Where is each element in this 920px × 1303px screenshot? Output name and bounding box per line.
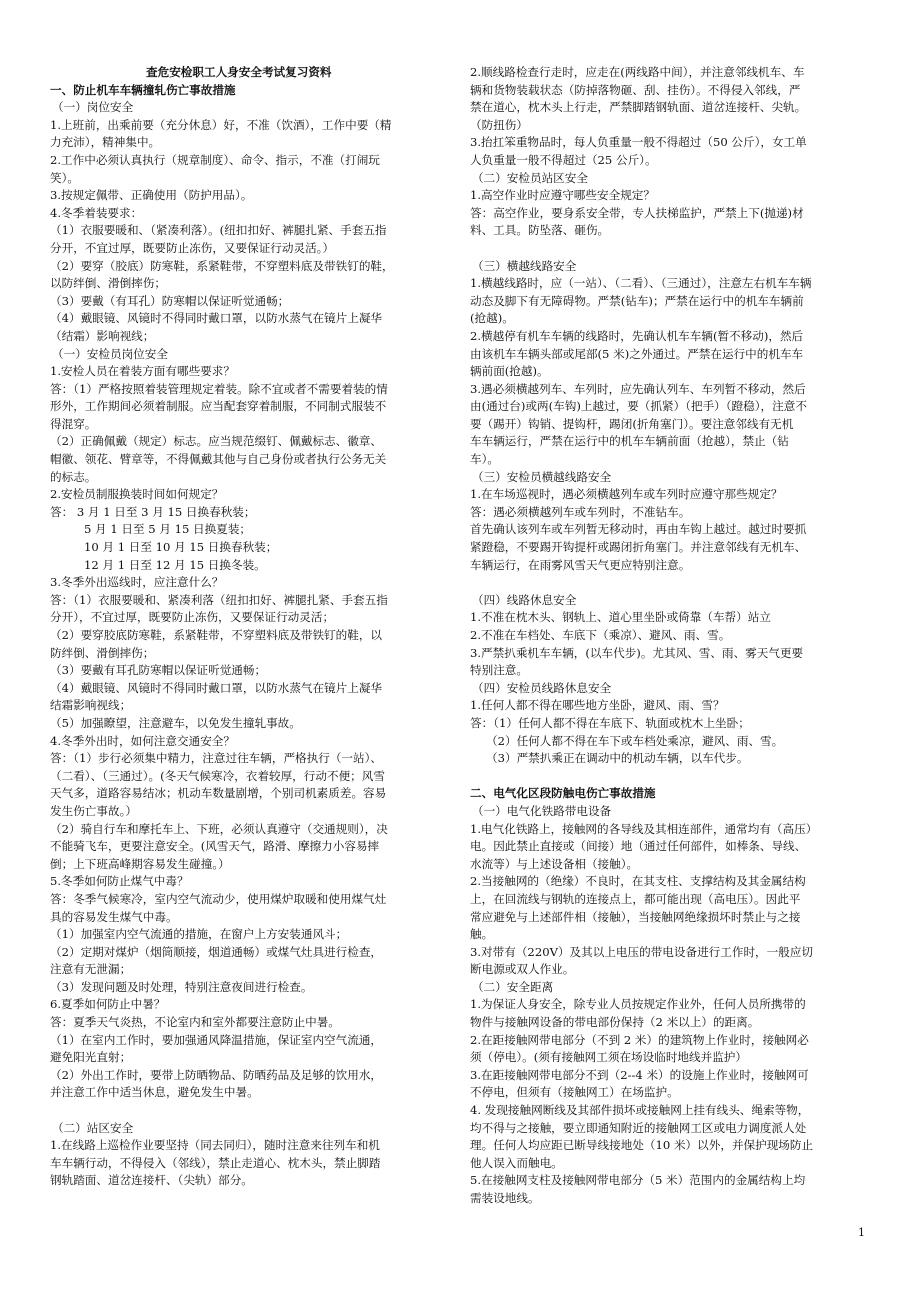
blank-line (470, 768, 872, 786)
text-line: 禁在道心，枕木头上行走，严禁脚踏钢轨面、道岔连接杆、尖轨。 (470, 100, 807, 115)
text-line: 答：（1）严格按照着装管理规定着装。除不宜或者不需要着装的情 (50, 381, 388, 396)
text-line: 断电源或双人作业。 (470, 962, 575, 977)
text-line: 答：高空作业，要身系安全带，专人扶梯监护，严禁上下(抛递)材 (470, 205, 804, 220)
text-line: 答：夏季天气炎热，不论室内和室外都要注意防止中暑。 (50, 1015, 340, 1030)
text-line: 辆前面(抢越)。 (470, 364, 549, 379)
text-line: 3.抬扛笨重物品时，每人负重量一般不得超过（50 公斤），女工单 (470, 135, 807, 150)
text-line: 上，在回流线与钢轨的连接点上，都可能出现（高电压）。因此平 (470, 891, 801, 906)
text-line: 3.按规定佩带、正确使用（防护用品）。 (50, 188, 253, 203)
text-line: 力充沛），精神集中。 (50, 135, 161, 150)
text-line: 12 月 1 日至 12 月 15 日换冬装。 (84, 557, 266, 572)
text-line: 1.在车场巡视时，遇必须横越列车或车列时应遵守那些规定？ (470, 487, 783, 502)
text-line: （3）发现问题及时处理，特别注意夜间进行检查。 (50, 979, 313, 994)
text-line: 特别注意。 (470, 663, 528, 678)
text-line: （二看）、（三通过）。(冬天气候寒冷，衣着较厚，行动不便；风雪 (50, 768, 385, 783)
text-line: 6.夏季如何防止中暑？ (50, 997, 166, 1012)
subsection-heading: （一）安检员岗位安全 (52, 346, 168, 361)
text-line: 答：（1）任何人都不得在车底下、轨面或枕木上坐卧； (470, 715, 750, 730)
text-line: 4. 发现接触网断线及其部件损坏或接触网上挂有线头、绳索等物， (470, 1103, 810, 1118)
text-line: 2.工作中必须认真执行（规章制度）、命令、指示，不准（打闹玩 (50, 152, 380, 167)
text-line: 以防绊倒、滑倒摔伤； (50, 276, 166, 291)
text-line: （3）要戴（有耳孔）防寒帽以保证听觉通畅； (50, 293, 290, 308)
text-line: 料、工具。防坠落、砸伤。 (470, 223, 610, 238)
text-line: （2）定期对煤炉（烟筒顺接，烟道通畅）或煤气灶具进行检查， (50, 944, 383, 959)
text-line: （3）严禁扒乘正在调动中的机动车辆，以车代步。 (486, 751, 749, 766)
section-heading: 二、电气化区段防触电伤亡事故措施 (470, 786, 656, 801)
subsection-heading: （四）线路休息安全 (472, 592, 577, 607)
text-line: 车车辆行动，不得侵入（邻线），禁止走道心、枕木头，禁止脚踏 (50, 1155, 381, 1170)
text-line: 紧蹬稳，不要踢开钩提杆或踢闭折角塞门。并注意邻线有无机车、 (470, 540, 807, 555)
text-line: 3.在距接触网带电部分不到（2--4 米）的设施上作业时，接触网可 (470, 1067, 809, 1082)
text-line: 辆和货物装载状态（防掉落物砸、刮、挂伤）。不得侵入邻线，严 (470, 82, 801, 97)
text-line: 答：遇必须横越列车或车列时，不准钻车。 (470, 504, 691, 519)
text-line: 动态及脚下有无障碍物。严禁(钻车)；严禁在运行中的机车车辆前 (470, 293, 804, 308)
subsection-heading: （一）岗位安全 (52, 100, 134, 115)
subsection-heading: （二）安全距离 (472, 979, 554, 994)
text-line: 2.安检员制服换装时间如何规定？ (50, 487, 224, 502)
text-line: 发生伤亡事故。） (50, 803, 137, 818)
text-line: 1.上班前，出乘前要（充分休息）好，不准（饮酒），工作中要（精 (50, 117, 392, 132)
text-line: 不能骑飞车，更要注意安全。(风雪天气，路滑、摩擦力小容易摔 (50, 839, 380, 854)
text-line: 5.在接触网支柱及接触网带电部分（5 米）范围内的金属结构上均 (470, 1173, 806, 1188)
text-line: （3）要戴有耳孔防寒帽以保证听觉通畅； (50, 663, 267, 678)
text-line: （5）加强瞭望，注意避车，以免发生撞轧事故。 (50, 715, 301, 730)
text-line: 他人误入而触电。 (470, 1155, 563, 1170)
text-line: 4.冬季着装要求： (50, 205, 143, 220)
subsection-heading: （二）安检员站区安全 (472, 170, 588, 185)
text-line: 5 月 1 日至 5 月 15 日换夏装； (84, 522, 252, 537)
text-line: 注意有无泄漏； (50, 962, 132, 977)
blank-line (50, 1102, 455, 1120)
text-line: 得混穿。 (50, 416, 97, 431)
text-line: （1）在室内工作时，要加强通风降温措施，保证室内空气流通， (50, 1032, 383, 1047)
text-line: 答：冬季气候寒冷，室内空气流动少，使用煤炉取暖和使用煤气灶 (50, 891, 387, 906)
text-line: 触。 (470, 927, 494, 942)
subsection-heading: （二）站区安全 (52, 1120, 134, 1135)
text-line: 需装设地线。 (470, 1191, 540, 1205)
text-line: 1.在线路上巡检作业要坚持（同去同归），随时注意来往列车和机 (50, 1138, 380, 1153)
text-line: 笑）。 (50, 170, 79, 185)
text-line: 由该机车车辆头部或尾部(5 米)之外通过。严禁在运行中的机车车 (470, 346, 804, 361)
text-line: 答：（1）步行必须集中精力，注意过往车辆，严格执行（一站）、 (50, 751, 382, 766)
text-line: 车辆运行，在雨雾风雪天气更应特别注意。 (470, 557, 691, 572)
text-line: 由(通过台)或两(车钩)上越过，要（抓紧）（把手）（蹬稳），注意不 (470, 399, 807, 414)
text-line: 10 月 1 日至 10 月 15 日换春秋装； (84, 540, 278, 555)
text-line: 车车辆运行，严禁在运行中的机车车辆前面（抢越），禁止（钻 (470, 434, 789, 449)
text-line: 分开，不宜过厚，既要防止冻伤，又要保证行动灵活。） (50, 240, 335, 255)
text-line: （2）任何人都不得在车下或车档处乘凉，避风、雨、雪。 (486, 733, 784, 748)
text-line: （防扭伤） (470, 117, 528, 132)
subsection-heading: （三）安检员横越线路安全 (472, 469, 612, 484)
text-line: （结霜）影响视线； (50, 328, 155, 343)
text-line: （2）正确佩戴（规定）标志。应当规范缀钉、佩戴标志、徽章、 (50, 434, 383, 449)
subsection-heading: （一）电气化铁路带电设备 (472, 803, 612, 818)
text-line: 1.电气化铁路上，接触网的各导线及其相连部件，通常均有（高压） (470, 821, 818, 836)
text-line: 答：（1）衣服要暖和、紧凑利落（纽扣扣好、裤腿扎紧、手套五指 (50, 592, 388, 607)
text-line: 3.严禁扒乘机车车辆，(以车代步)。尤其风、雪、雨、雾天气更要 (470, 645, 804, 660)
text-line: 2.当接触网的（绝缘）不良时，在其支柱、支撑结构及其金属结构 (470, 874, 806, 889)
section-heading: 一、防止机车车辆撞轧伤亡事故措施 (50, 82, 236, 97)
text-line: 并注意工作中适当休息，避免发生中暑。 (50, 1085, 259, 1100)
text-line: 1.横越线路时，应（一站）、（二看）、（三通过），注意左右机车车辆 (470, 276, 812, 291)
text-line: 要（踢开）钩销、提钩杆，踢闭(折角塞门）。要注意邻线有无机 (470, 416, 794, 431)
text-line: 帽徽、领花、臂章等，不得佩戴其他与自己身份或者执行公务无关 (50, 452, 387, 467)
text-line: 结霜影响视线； (50, 698, 132, 713)
right-column (470, 64, 872, 1208)
text-line: 形外，工作期间必须着制服。应当配套穿着制服，不同制式服装不 (50, 399, 387, 414)
text-line: 人负重量一般不得超过（25 公斤）。 (470, 152, 657, 167)
text-line: 车）。 (470, 452, 499, 467)
text-line: 分开），不宜过厚，既要防止冻伤，又要保证行动灵活； (50, 610, 335, 625)
text-line: 不停电，但须有（接触网工）在场监护。 (470, 1085, 679, 1100)
text-line: （1）加强室内空气流通的措施，在窗户上方安装通风斗； (50, 927, 348, 942)
text-line: 5.冬季如何防止煤气中毒？ (50, 874, 189, 889)
text-line: 4.冬季外出时，如何注意交通安全？ (50, 733, 235, 748)
text-line: 水流等）与上述设备相（接触）。 (470, 856, 639, 871)
text-line: 的标志。 (50, 469, 97, 484)
text-line: 3.遇必须横越列车、车列时，应先确认列车、车列暂不移动，然后 (470, 381, 806, 396)
text-line: （2）外出工作时，要带上防晒物品、防晒药品及足够的饮用水， (50, 1067, 383, 1082)
blank-line (470, 240, 872, 258)
subsection-heading: （四）安检员线路休息安全 (472, 680, 612, 695)
document-title: 查危安检职工人身安全考试复习资料 (146, 65, 332, 79)
text-line: 2.不准在车档处、车底下（乘凉）、避风、雨、雪。 (470, 628, 731, 642)
text-line: 1.为保证人身安全，除专业人员按规定作业外，任何人员所携带的 (470, 997, 806, 1012)
blank-line (470, 574, 872, 592)
text-line: (抢越)。 (470, 311, 514, 326)
left-column (50, 64, 455, 1190)
text-line: 防绊倒、滑倒摔伤； (50, 645, 155, 660)
text-line: 钢轨踏面、道岔连接杆、（尖轨）部分。 (50, 1173, 253, 1188)
text-line: 电。因此禁止直接或（间接）地（通过任何部件，如棒条、导线、 (470, 839, 807, 854)
text-line: （2）要穿（胶底）防寒鞋，系紧鞋带，不穿塑料底及带铁钉的鞋， (50, 258, 394, 273)
text-line: 3.对带有（220V）及其以上电压的带电设备进行工作时，一般应切 (470, 944, 814, 959)
text-line: 1.任何人都不得在哪些地方坐卧，避风、雨、雪？ (470, 698, 725, 713)
text-line: （2）要穿胶底防寒鞋，系紧鞋带，不穿塑料底及带铁钉的鞋，以 (50, 628, 383, 642)
text-line: 倒；上下班高峰期容易发生碰撞。） (50, 856, 230, 871)
text-line: （1）衣服要暖和、（紧凑利落）。(纽扣扣好、裤腿扎紧、手套五指 (50, 223, 387, 238)
text-line: （4）戴眼镜、风镜时不得同时戴口罩，以防水蒸气在镜片上凝华 (50, 680, 383, 695)
text-line: 首先确认该列车或车列暂无移动时，再由车钩上越过。越过时要抓 (470, 522, 807, 537)
text-line: 物件与接触网设备的带电部份保持（2 米以上）的距离。 (470, 1015, 760, 1030)
text-line: 1.不准在枕木头、钢轨上、道心里坐卧或倚靠（车帮）站立 (470, 610, 771, 625)
text-line: 答： 3 月 1 日至 3 月 15 日换春秋装； (50, 504, 256, 519)
text-line: 1.高空作业时应遵守哪些安全规定？ (470, 188, 655, 203)
text-line: 常应避免与上述部件相（接触），当接触网绝缘损坏时禁止与之接 (470, 909, 801, 924)
text-line: 3.冬季外出巡线时，应注意什么？ (50, 575, 224, 590)
text-line: （2）骑自行车和摩托车上、下班，必须认真遵守（交通规则），决 (50, 821, 388, 836)
text-line: 具的容易发生煤气中毒。 (50, 909, 178, 924)
text-line: 均不得与之接触，要立即通知附近的接触网工区或电力调度派人处 (470, 1120, 807, 1135)
text-line: 须（停电）。(须有接触网工须在场设临时地线并监护） (470, 1050, 747, 1065)
subsection-heading: （三）横越线路安全 (472, 258, 577, 273)
text-line: 2.顺线路检查行走时，应走在(两线路中间），并注意邻线机车、车 (470, 65, 805, 79)
page-number: 1 (858, 1226, 865, 1239)
text-line: 避免阳光直射； (50, 1050, 132, 1065)
text-line: 1.安检人员在着装方面有哪些要求？ (50, 364, 235, 379)
text-line: 2.在距接触网带电部分（不到 2 米）的建筑物上作业时，接触网必 (470, 1032, 809, 1047)
text-line: （4）戴眼镜、风镜时不得同时戴口罩，以防水蒸气在镜片上凝华 (50, 311, 383, 326)
text-line: 2.横越停有机车车辆的线路时，先确认机车车辆(暂不移动)，然后 (470, 328, 804, 343)
text-line: 天气多，道路容易结冰；机动车数量剧增，个别司机素质差。容易 (50, 786, 387, 801)
text-line: 理。任何人均应距已断导线接地处（10 米）以外，并保护现场防止 (470, 1138, 814, 1153)
